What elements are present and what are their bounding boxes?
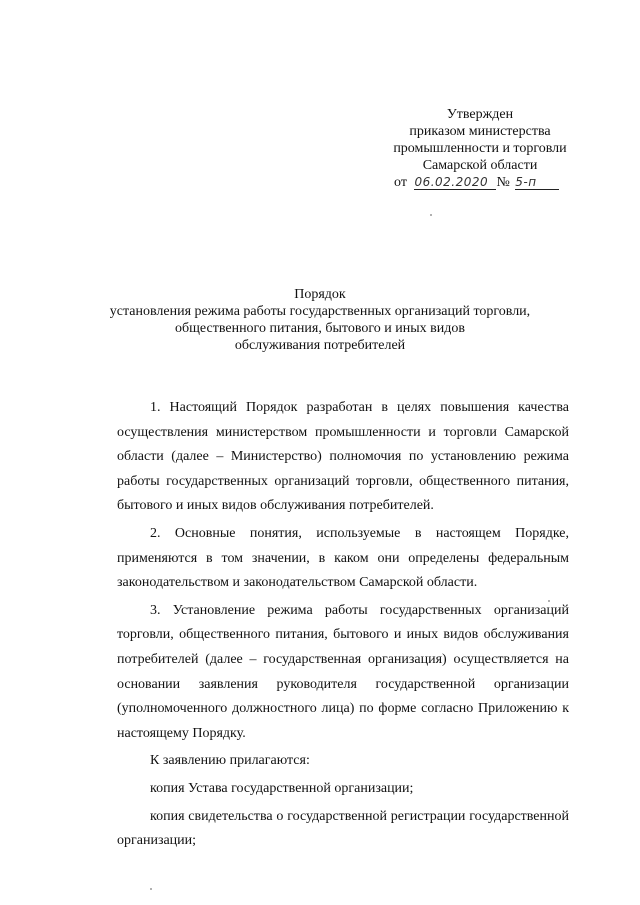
attachment-item-charter: копия Устава государственной организации; bbox=[150, 780, 414, 796]
date-from-label: от bbox=[394, 175, 407, 190]
scan-speck bbox=[548, 600, 550, 602]
approval-heading: Утвержден bbox=[446, 107, 514, 122]
scan-speck bbox=[150, 888, 152, 890]
approval-order-line: приказом министерства bbox=[409, 124, 551, 139]
approval-region-line: Самарской области bbox=[422, 158, 538, 173]
title-line-2: общественного питания, бытового и иных видов bbox=[175, 321, 465, 336]
scan-speck bbox=[430, 214, 432, 216]
paragraph-attachments-intro: К заявлению прилагаются: bbox=[150, 753, 310, 769]
document-title bbox=[60, 286, 580, 354]
paragraph-3: 3. Установление режима работы государственных организаций торговли, общественного питания, бытового и иных видов обслуживания потребителей (далее – государственная организация) осуществляется на основании заявления руководителя государственной организации (уполномоченного должностного лица) по форме согласно Приложению к настоящему Порядку. bbox=[117, 602, 569, 741]
attachment-item-registration: копия свидетельства о государственной регистрации государственной организации; bbox=[117, 808, 569, 849]
paragraph-2: 2. Основные понятия, используемые в настоящем Порядке, применяются в том значении, в каком они определены федеральным законодательством и законодательством Самарской области. bbox=[117, 525, 569, 591]
handwritten-date: 06.02.2020 bbox=[414, 175, 496, 190]
document-body bbox=[117, 396, 569, 854]
title-heading: Порядок bbox=[294, 287, 346, 302]
title-line-3: обслуживания потребителей bbox=[234, 338, 406, 353]
approval-date-number-line bbox=[380, 174, 580, 191]
number-sign: № bbox=[496, 175, 510, 190]
paragraph-1: 1. Настоящий Порядок разработан в целях повышения качества осуществления министерством промышленности и торговли Самарской области (далее – Министерство) полномочия по установлению режима работы государственных организаций торговли, общественного питания, бытового и иных видов обслуживания потребителей. bbox=[117, 400, 569, 514]
handwritten-number: 5-п bbox=[515, 175, 559, 190]
title-line-1: установления режима работы государственных организаций торговли, bbox=[109, 304, 531, 319]
approval-stamp bbox=[380, 106, 580, 191]
approval-ministry-line: промышленности и торговли bbox=[393, 141, 567, 156]
